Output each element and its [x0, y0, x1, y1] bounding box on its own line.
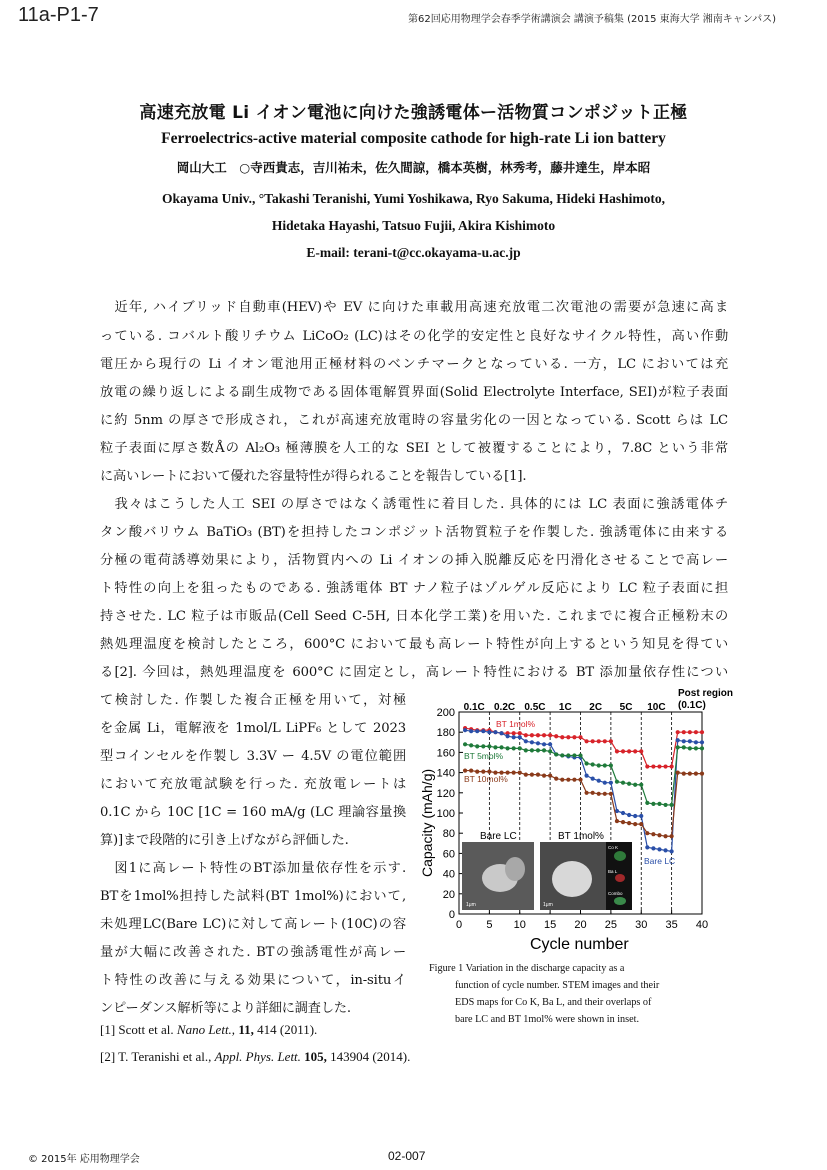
data-point — [688, 730, 692, 734]
data-point — [700, 740, 704, 744]
ref-authors: [2] T. Teranishi et al., — [100, 1049, 215, 1064]
data-point — [530, 773, 534, 777]
data-point — [506, 746, 510, 750]
data-point — [481, 744, 485, 748]
y-tick-label: 60 — [442, 848, 455, 861]
data-point — [688, 739, 692, 743]
ref-pages: 414 (2011). — [253, 1022, 318, 1037]
x-tick-label: 10 — [513, 919, 526, 931]
rate-label: (0.1C) — [678, 700, 706, 711]
data-point — [657, 764, 661, 768]
data-point — [572, 778, 576, 782]
data-point — [621, 749, 625, 753]
data-point — [548, 774, 552, 778]
body-line: 0.1C から 10C [1C = 160 mA/g (LC 理論容量換 — [100, 805, 406, 820]
data-point — [518, 735, 522, 739]
data-point — [578, 778, 582, 782]
capacity-chart — [412, 684, 742, 956]
data-point — [676, 771, 680, 775]
title-japanese: 高速充放電 Li イオン電池に向けた強誘電体ー活物質コンポジット正極 — [139, 103, 688, 123]
data-point — [548, 733, 552, 737]
data-point — [688, 772, 692, 776]
series-label: Bare LC — [644, 856, 676, 866]
particle — [505, 857, 525, 881]
data-point — [536, 748, 540, 752]
data-point — [639, 783, 643, 787]
series-label: BT 5mol% — [464, 751, 504, 761]
data-point — [536, 741, 540, 745]
data-point — [591, 791, 595, 795]
series-label: BT 1mol% — [496, 719, 536, 729]
data-point — [639, 749, 643, 753]
scale-bar-label: 1μm — [543, 902, 553, 908]
authors-japanese: 岡山大工 ○寺西貴志，吉川祐未，佐久間諒，橋本英樹，林秀考，藤井達生，岸本昭 — [176, 160, 651, 175]
data-point — [469, 729, 473, 733]
data-point — [463, 742, 467, 746]
x-tick-label: 20 — [574, 919, 587, 931]
stem-inset — [462, 831, 632, 910]
caption-line: EDS maps for Co K, Ba L, and their overlaps of — [455, 997, 652, 1008]
rate-label: 2C — [589, 702, 603, 713]
body-line: 粒子表面に厚さ数Åの Al₂O₃ 極薄膜を人工的な SEI として被覆することにより，7.8C という非常 — [100, 441, 728, 456]
data-point — [506, 734, 510, 738]
data-point — [609, 763, 613, 767]
ref-journal: Nano Lett., — [176, 1022, 236, 1037]
data-point — [694, 746, 698, 750]
data-point — [621, 811, 625, 815]
data-point — [651, 832, 655, 836]
caption-line: Figure 1 Variation in the discharge capacity as a — [429, 963, 625, 974]
scale-bar-label: 1μm — [466, 902, 476, 908]
data-point — [627, 821, 631, 825]
data-point — [645, 764, 649, 768]
data-point — [700, 746, 704, 750]
data-point — [536, 733, 540, 737]
series-label: BT 10mol% — [464, 774, 508, 784]
rate-labels — [464, 688, 733, 713]
data-point — [584, 761, 588, 765]
data-point — [645, 831, 649, 835]
data-point — [530, 733, 534, 737]
data-point — [591, 762, 595, 766]
data-point — [493, 745, 497, 749]
body-line: 熱処理温度を検討したところ，600°C において最も高レート特性が向上するという知見を得てい — [100, 637, 728, 652]
data-point — [548, 749, 552, 753]
data-point — [597, 763, 601, 767]
reference-1 — [100, 1022, 317, 1038]
data-point — [670, 764, 674, 768]
x-tick-label: 40 — [695, 919, 709, 931]
inset-label-co: Co K — [608, 845, 619, 850]
inset-label-bt: BT 1mol% — [558, 831, 604, 842]
data-point — [493, 730, 497, 734]
ref-journal: Appl. Phys. Lett. — [214, 1049, 301, 1064]
data-point — [584, 739, 588, 743]
y-tick-label: 0 — [448, 909, 455, 921]
data-point — [639, 822, 643, 826]
email: E-mail: terani-t@cc.okayama-u.ac.jp — [306, 245, 521, 260]
data-point — [657, 847, 661, 851]
data-point — [688, 746, 692, 750]
y-tick-label: 160 — [436, 747, 455, 760]
y-axis-label: Capacity (mAh/g) — [419, 768, 435, 877]
ref-volume: 11, — [235, 1022, 254, 1037]
y-tick-label: 80 — [442, 828, 455, 841]
data-point — [609, 781, 613, 785]
data-point — [560, 753, 564, 757]
data-point — [591, 739, 595, 743]
data-point — [663, 803, 667, 807]
body-line: 型コインセルを作製し 3.3V ー 4.5V の電位範囲 — [100, 749, 406, 764]
rate-label: 0.2C — [494, 702, 516, 713]
data-point — [518, 731, 522, 735]
data-point — [542, 733, 546, 737]
data-point — [578, 735, 582, 739]
data-point — [615, 749, 619, 753]
conference-header: 第62回応用物理学会春季学術講演会 講演予稿集 (2015 東海大学 湘南キャンパス) — [408, 14, 776, 25]
rate-label: Post region — [678, 688, 734, 699]
data-point — [639, 814, 643, 818]
data-point — [487, 744, 491, 748]
data-point — [481, 729, 485, 733]
data-point — [524, 748, 528, 752]
combo-signal — [614, 897, 626, 905]
data-point — [524, 739, 528, 743]
data-point — [670, 803, 674, 807]
y-tick-label: 100 — [436, 808, 455, 820]
data-point — [615, 819, 619, 823]
authors-line-1: Okayama Univ., °Takashi Teranishi, Yumi Yoshikawa, Ryo Sakuma, Hideki Hashimoto, — [162, 191, 665, 206]
data-point — [633, 783, 637, 787]
data-point — [621, 781, 625, 785]
rate-label: 5C — [619, 702, 633, 713]
data-point — [566, 753, 570, 757]
data-point — [627, 749, 631, 753]
x-tick-label: 0 — [455, 919, 463, 931]
body-line: に高いレートにおいて優れた容量特性が得られることを報告している[1]. — [100, 469, 527, 484]
data-point — [475, 744, 479, 748]
data-point — [548, 742, 552, 746]
abstract-code: 11a-P1-7 — [18, 4, 99, 26]
caption-line: function of cycle number. STEM images and their — [455, 980, 660, 991]
body-line: ト特性の向上を狙ったものである. 強誘電体 BT ナノ粒子はゾルゲル反応により LC 粒子表面に担 — [100, 581, 728, 596]
data-point — [633, 814, 637, 818]
ref-authors: [1] Scott et al. — [100, 1022, 177, 1037]
body-line: 放電の繰り返しによる副生成物である固体電解質界面(Solid Electrolyte Interface, SEI)が粒子表面 — [100, 385, 728, 400]
data-point — [615, 780, 619, 784]
data-point — [682, 739, 686, 743]
data-point — [554, 752, 558, 756]
title-english: Ferroelectrics-active material composite cathode for high-rate Li ion battery — [161, 130, 666, 147]
data-point — [499, 731, 503, 735]
data-point — [627, 813, 631, 817]
ref-volume: 105, — [300, 1049, 327, 1064]
body-line: る[2]. 今回は，熱処理温度を 600°C に固定とし，高レート特性における BT 添加量依存性につい — [100, 665, 728, 680]
data-point — [512, 746, 516, 750]
data-point — [560, 735, 564, 739]
data-point — [542, 748, 546, 752]
data-point — [645, 801, 649, 805]
rate-label: 0.5C — [524, 702, 546, 713]
ba-l-signal — [615, 874, 625, 882]
data-point — [597, 739, 601, 743]
body-line: 電圧から現行の Li イオン電池用正極材料のベンチマークとなっている. 一方，LC においては充 — [100, 357, 728, 372]
data-point — [572, 735, 576, 739]
body-line: 量が大幅に改善された. BTの強誘電性が高レー — [100, 945, 406, 960]
data-point — [542, 774, 546, 778]
x-tick-label: 25 — [604, 919, 617, 931]
data-point — [670, 834, 674, 838]
data-point — [682, 772, 686, 776]
data-point — [663, 834, 667, 838]
data-point — [645, 845, 649, 849]
authors-english — [0, 185, 827, 266]
inset-label-combo: Combo — [608, 891, 623, 896]
y-tick-label: 20 — [442, 888, 455, 901]
y-tick-label: 120 — [436, 787, 455, 800]
data-point — [597, 792, 601, 796]
data-point — [651, 764, 655, 768]
y-tick-label: 40 — [442, 868, 455, 881]
data-point — [560, 778, 564, 782]
data-point — [512, 735, 516, 739]
co-k-signal — [614, 851, 626, 861]
data-point — [524, 733, 528, 737]
data-point — [524, 773, 528, 777]
data-point — [463, 768, 467, 772]
data-point — [700, 730, 704, 734]
data-point — [676, 730, 680, 734]
data-point — [469, 743, 473, 747]
rate-label: 1C — [558, 702, 572, 713]
body-line: 図1に高レート特性のBT添加量依存性を示す. — [100, 861, 406, 876]
data-point — [621, 820, 625, 824]
data-point — [530, 740, 534, 744]
data-point — [554, 734, 558, 738]
body-line: ンピーダンス解析等により詳細に調査した. — [100, 1001, 351, 1016]
data-point — [536, 773, 540, 777]
data-point — [633, 749, 637, 753]
x-tick-label: 5 — [486, 919, 493, 931]
ref-pages: 143904 (2014). — [326, 1049, 411, 1064]
body-line: 近年, ハイブリッド自動車(HEV)や EV に向けた車載用高速充放電二次電池の需要が急速に高ま — [100, 300, 728, 315]
data-point — [682, 730, 686, 734]
data-point — [663, 848, 667, 852]
data-point — [530, 748, 534, 752]
data-point — [554, 777, 558, 781]
body-line: において充放電試験を行った. 充放電レートは — [100, 777, 406, 792]
y-tick-label: 140 — [436, 767, 455, 780]
data-point — [651, 846, 655, 850]
data-point — [566, 735, 570, 739]
data-point — [499, 745, 503, 749]
data-point — [469, 768, 473, 772]
data-point — [694, 740, 698, 744]
data-point — [584, 791, 588, 795]
data-point — [676, 738, 680, 742]
x-tick-label: 35 — [665, 919, 678, 931]
body-line: ト特性の改善に与える効果について，in-situイ — [100, 973, 406, 988]
data-point — [512, 771, 516, 775]
data-point — [609, 792, 613, 796]
body-line: に約 5nm の厚さで形成され，これが高速充放電時の容量劣化の一因となっている. Scott らは LC — [100, 413, 728, 428]
data-point — [597, 779, 601, 783]
data-point — [463, 728, 467, 732]
data-point — [512, 731, 516, 735]
reference-2 — [100, 1049, 410, 1065]
y-tick-label: 180 — [436, 727, 455, 740]
body-line: 未処理LC(Bare LC)に対して高レート(10C)の容 — [100, 917, 406, 932]
body-line: を金属 Li，電解液を 1mol/L LiPF₆ として 2023 — [100, 721, 406, 736]
x-tick-label: 15 — [544, 919, 557, 931]
data-point — [518, 771, 522, 775]
body-line: て検討した. 作製した複合正極を用いて，対極 — [100, 693, 406, 708]
particle — [552, 861, 592, 897]
copyright: © 2015年 応用物理学会 — [28, 1154, 140, 1165]
rate-label: 0.1C — [463, 702, 485, 713]
figure-caption — [429, 960, 714, 1028]
data-point — [584, 774, 588, 778]
data-point — [591, 777, 595, 781]
body-line: BTを1mol%担持した試料(BT 1mol%)において, — [100, 889, 406, 904]
data-point — [627, 782, 631, 786]
data-point — [518, 746, 522, 750]
data-point — [578, 753, 582, 757]
rate-label: 10C — [647, 702, 666, 713]
caption-line: bare LC and BT 1mol% were shown in inset. — [455, 1014, 640, 1025]
y-tick-label: 200 — [436, 707, 455, 719]
data-point — [651, 802, 655, 806]
authors-line-2: Hidetaka Hayashi, Tatsuo Fujii, Akira Kishimoto — [271, 218, 556, 233]
body-line: 分極の電荷誘導効果により，活物質内への Li イオンの挿入脱離反応を円滑化させることで高レー — [100, 553, 728, 568]
inset-label-ba: Ba L — [608, 869, 618, 874]
body-line: っている. コバルト酸リチウム LiCoO₂ (LC)はその化学的安定性と良好なサイクル特性，高い作動 — [100, 329, 728, 344]
data-point — [609, 739, 613, 743]
data-point — [603, 763, 607, 767]
data-point — [700, 772, 704, 776]
data-point — [603, 792, 607, 796]
body-line: タン酸バリウム BaTiO₃ (BT)を担持したコンポジット活物質粒子を作製した. 強誘電体に由来する — [100, 525, 728, 540]
page-number: 02-007 — [388, 1149, 426, 1163]
body-line: 我々はこうした人工 SEI の厚さではなく誘電性に着目した. 具体的には LC 表面に強誘電体チ — [100, 497, 728, 512]
data-point — [475, 729, 479, 733]
data-point — [663, 764, 667, 768]
data-point — [682, 745, 686, 749]
data-point — [542, 742, 546, 746]
data-point — [694, 772, 698, 776]
inset-label-bare: Bare LC — [480, 831, 517, 842]
data-point — [487, 730, 491, 734]
data-point — [676, 745, 680, 749]
data-point — [657, 802, 661, 806]
x-tick-label: 30 — [635, 919, 648, 931]
data-point — [694, 730, 698, 734]
data-point — [572, 753, 576, 757]
data-point — [633, 822, 637, 826]
data-point — [603, 739, 607, 743]
data-point — [670, 849, 674, 853]
x-axis-label: Cycle number — [530, 936, 629, 953]
data-point — [657, 833, 661, 837]
body-line: 持させた. LC 粒子は市販品(Cell Seed C-5H, 日本化学工業)を用いた. これまでに複合正極粉末の — [100, 609, 728, 624]
body-line: 算)]まで段階的に引き上げながら評価した. — [100, 833, 349, 848]
data-point — [566, 778, 570, 782]
data-point — [603, 781, 607, 785]
